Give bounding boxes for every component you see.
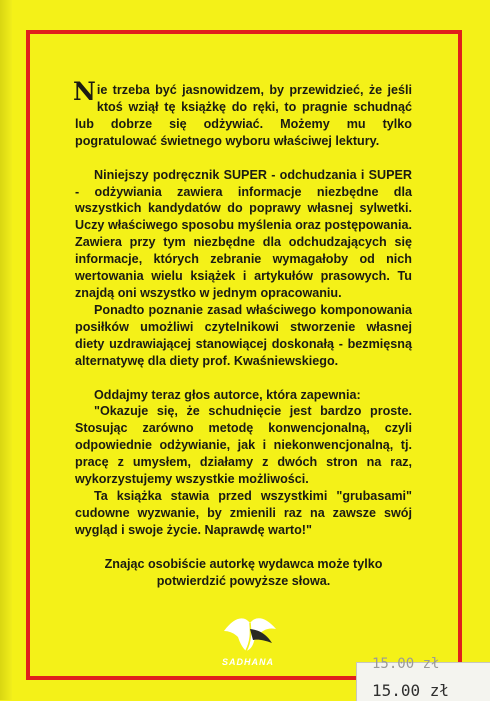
- intro-paragraph: [73, 77, 412, 150]
- paragraph-1: Niniejszy podręcznik SUPER - odchudzania i SUPER - odżywiania zawiera informacje niezbędne dla wszystkich kandydatów do poprawy własnej sylwetki. Uczy właściwego sposobu myślenia oraz postępowania. Zawiera przy tym niezbędne dla odchudzających się informacje, których zebranie wymagałoby od nich wertowania wielu książek i artykułów prasowych. Tu znajdą oni wszystko w jednym opracowaniu.: [75, 167, 412, 300]
- paragraph-6: Znając osobiście autorkę wydawca może tylko potwierdzić powyższe słowa.: [104, 556, 383, 588]
- intro-text: ie trzeba być jasnowidzem, by przewidzieć, że jeśli ktoś wziął tę książkę do ręki, to pragnie schudnąć lub dobrze się odżywiać. Możemy mu tylko pogratulować świetnego wyboru właściwej lektury.: [75, 83, 412, 148]
- paragraph-2: Ponadto poznanie zasad właściwego komponowania posiłków umożliwi czytelnikowi stworzenie własnej diety uzdrawiającej stanowiącej doskonałą - bezmięsną alternatywę dla diety prof. Kwaśniewskiego.: [75, 302, 412, 368]
- publisher-name: SADHANA: [222, 657, 274, 667]
- dropcap: N: [73, 77, 96, 106]
- paragraph-4: "Okazuje się, że schudnięcie jest bardzo proste. Stosując zarówno metodę konwencjonalną, czyli odpowiednie odżywianie, jak i niekonwencjonalną, tj. pracę z umysłem, działamy z dwóch stron na raz, wykorzystujemy wszystkie możliwości.: [75, 404, 412, 487]
- cover-edge: [0, 0, 12, 700]
- paragraph-3: Oddajmy teraz głos autorce, która zapewnia:: [94, 387, 361, 402]
- paragraph-5: Ta książka stawia przed wszystkimi "grubasami" cudowne wyzwanie, by zmienili raz na zawsze swój wygląd i swoje życie. Naprawdę warto!": [75, 488, 412, 537]
- sadhana-bird-logo: [220, 607, 280, 657]
- back-cover-text: [73, 77, 412, 589]
- price-old: 15.00 zł: [372, 656, 440, 672]
- price-label: 15.00 zł: [372, 681, 450, 700]
